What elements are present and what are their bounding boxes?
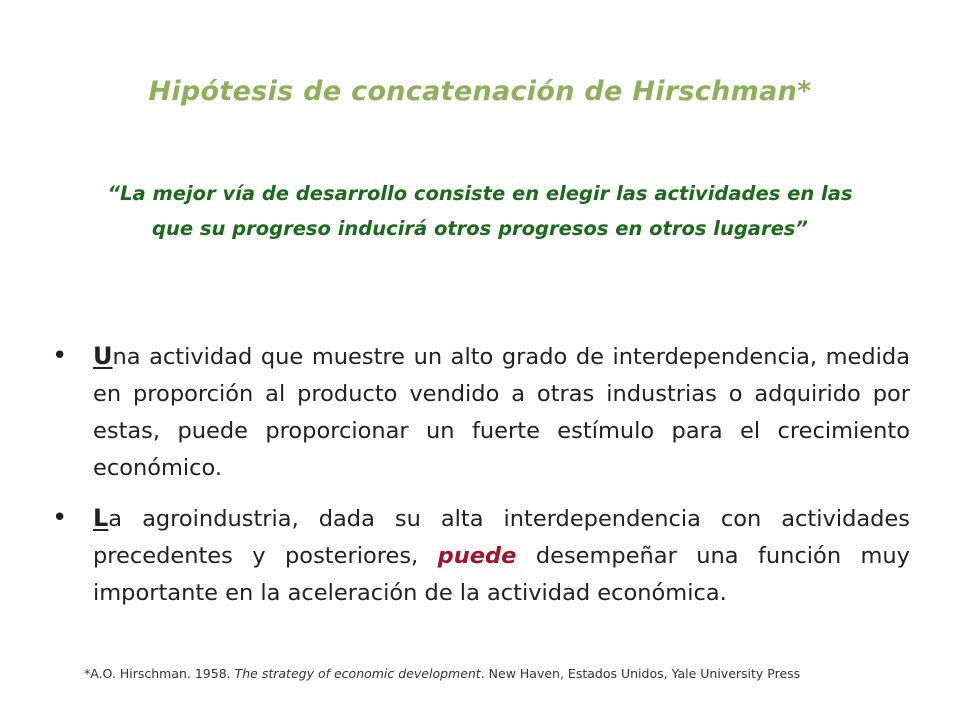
bullet-text: na actividad que muestre un alto grado de interdependencia, medida en proporción al producto vendido a otras industrias o adquirido por estas, puede proporcionar un fuerte estímulo para el crecimiento económico.: [93, 344, 910, 481]
footnote-suffix: . New Haven, Estados Unidos, Yale University Press: [480, 666, 801, 681]
footnote-reference: [84, 666, 924, 681]
hirschman-quote: “La mejor vía de desarrollo consiste en elegir las actividades en las que su progreso inducirá otros progresos en otros lugares”: [107, 182, 853, 240]
bullet-item-agroindustria: [48, 500, 910, 612]
bullet-dot-icon: •: [52, 341, 68, 371]
bullet-initial: U: [93, 342, 113, 370]
bullet-text-before: a agroindustria, dada su alta interdependencia con actividades precedentes y posteriores,: [93, 506, 910, 569]
bullet-list: [48, 338, 910, 612]
slide-title: Hipótesis de concatenación de Hirschman*: [148, 76, 812, 107]
bullet-text-after: desempeñar una función muy importante en la aceleración de la actividad económica.: [93, 543, 911, 606]
bullet-initial: L: [93, 504, 109, 532]
bullet-dot-icon: •: [52, 503, 68, 533]
bullet-item-interdependencia: [48, 338, 910, 487]
footnote-prefix: *A.O. Hirschman. 1958.: [84, 666, 235, 681]
emphasis-word: puede: [437, 543, 517, 569]
footnote-book-title: The strategy of economic development: [234, 666, 481, 681]
